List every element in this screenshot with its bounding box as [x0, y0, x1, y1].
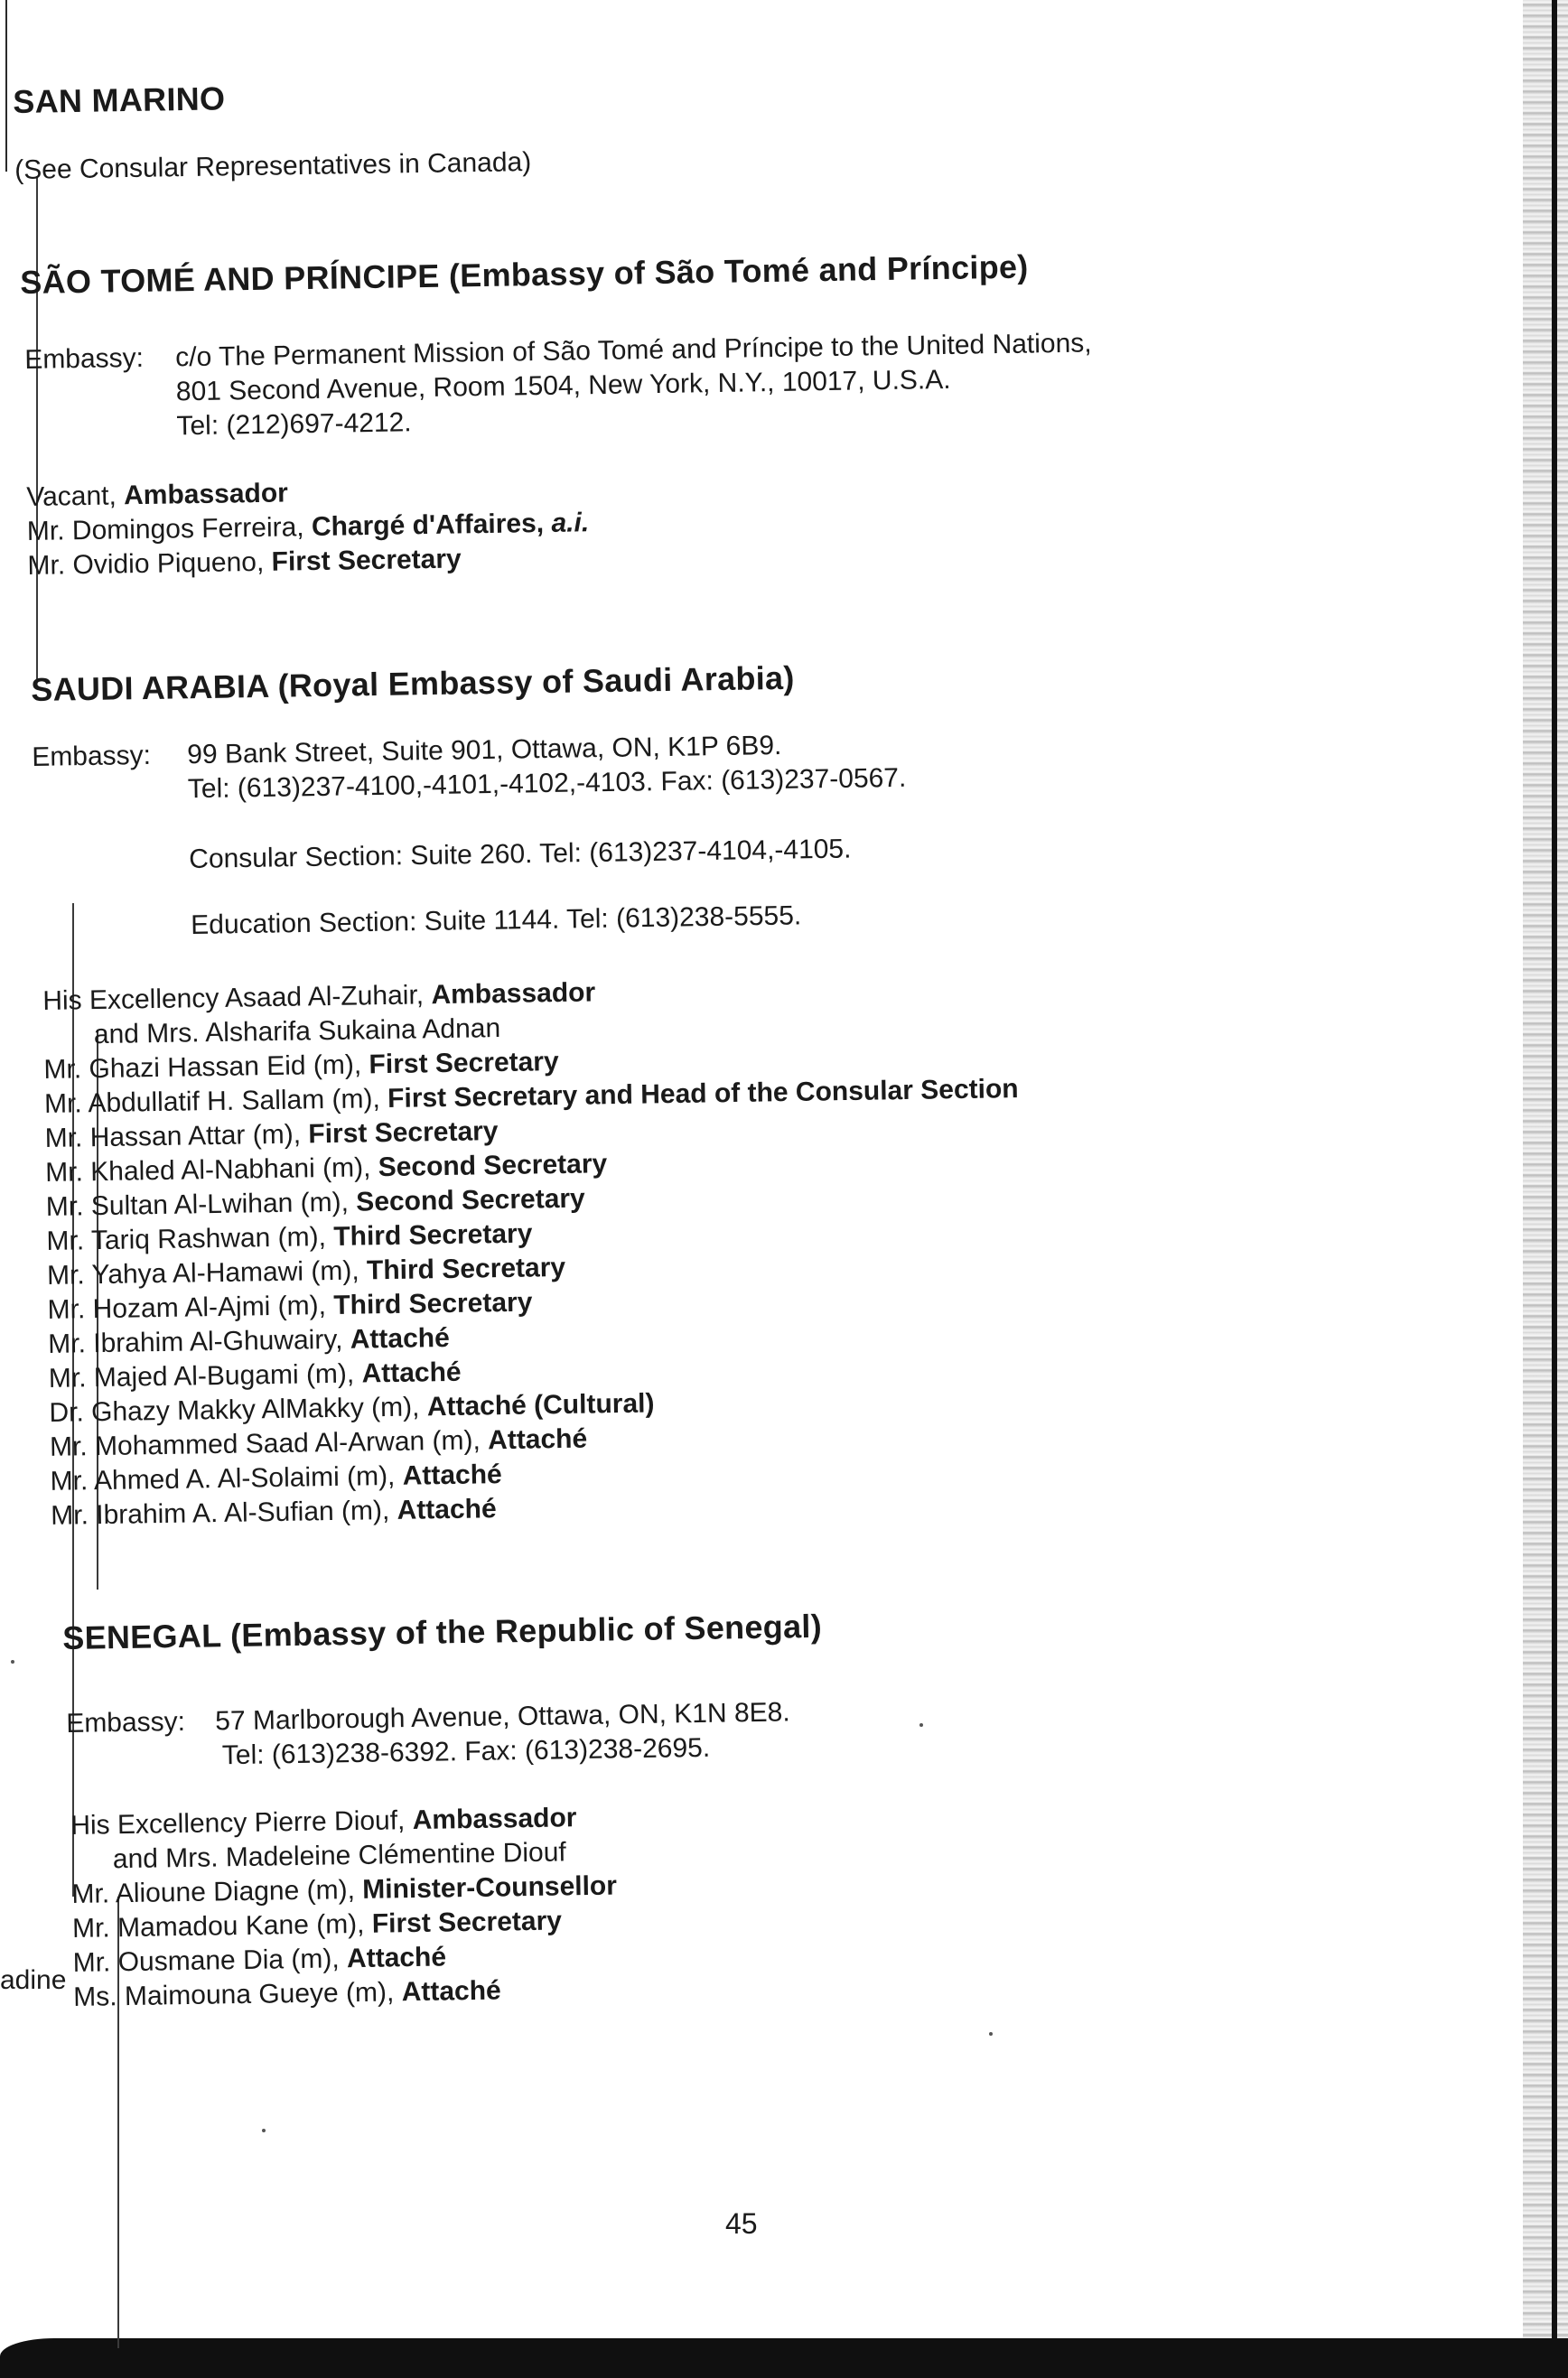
country-heading-saudi-arabia: SAUDI ARABIA (Royal Embassy of Saudi Arabia) [31, 658, 795, 708]
staff-spouse: and Mrs. Alsharifa Sukaina Adnan [93, 1013, 501, 1050]
scan-right-edge-line [1552, 0, 1557, 2378]
country-heading-sao-tome: SÃO TOMÉ AND PRÍNCIPE (Embassy of São Tomé and Príncipe) [20, 247, 1029, 301]
staff-title: Third Secretary [333, 1287, 533, 1320]
address-line: 57 Marlborough Avenue, Ottawa, ON, K1N 8E8. [215, 1697, 790, 1737]
staff-title: Ambassador [123, 478, 289, 511]
address-lines [215, 1695, 791, 1773]
staff-name: Mr. Abdullatif H. Sallam (m), [43, 1084, 388, 1119]
staff-name: Dr. Ghazy Makky AlMakky (m), [49, 1392, 428, 1428]
staff-spouse: and Mrs. Madeleine Clémentine Diouf [112, 1837, 567, 1875]
staff-name: His Excellency Asaad Al-Zuhair, [42, 980, 432, 1016]
address-line: Tel: (613)237-4100,-4101,-4102,-4103. Fax: (613)237-0567. [187, 762, 907, 805]
sao-tome-embassy-address [24, 326, 1093, 446]
scan-right-edge-noise [1523, 0, 1568, 2378]
staff-title: Attaché [487, 1423, 588, 1456]
staff-name: Mr. Mamadou Kane (m), [71, 1908, 373, 1944]
staff-name: Mr. Ousmane Dia (m), [72, 1944, 348, 1978]
address-lines [187, 727, 907, 807]
address-line: 99 Bank Street, Suite 901, Ottawa, ON, K1P 6B9. [187, 730, 782, 770]
staff-name: Vacant, [26, 480, 125, 512]
staff-name: Mr. Hassan Attar (m), [44, 1119, 309, 1153]
scan-speck [919, 1723, 923, 1727]
staff-title: Attaché [346, 1942, 447, 1974]
staff-name: Mr. Yahya Al-Hamawi (m), [46, 1255, 368, 1291]
staff-title: First Secretary [308, 1116, 499, 1150]
scan-speck [262, 2129, 266, 2132]
embassy-label: Embassy: [66, 1706, 186, 1739]
address-lines [175, 326, 1093, 443]
staff-title: First Secretary [271, 544, 462, 577]
embassy-label: Embassy: [32, 740, 152, 772]
staff-title: First Secretary [369, 1047, 559, 1080]
staff-name: Mr. Mohammed Saad Al-Arwan (m), [49, 1425, 489, 1462]
address-line: Tel: (613)238-6392. Fax: (613)238-2695. [221, 1732, 711, 1771]
staff-name: Mr. Ibrahim A. Al-Sufian (m), [50, 1495, 397, 1531]
address-line: c/o The Permanent Mission of São Tomé and Príncipe to the United Nations, [175, 328, 1092, 373]
country-heading-senegal: SENEGAL (Embassy of the Republic of Senegal) [62, 1607, 823, 1656]
staff-name: Mr. Hozam Al-Ajmi (m), [47, 1290, 334, 1325]
staff-entry [73, 1972, 619, 2014]
staff-title: First Secretary [371, 1906, 563, 1939]
staff-name: Mr. Khaled Al-Nabhani (m), [45, 1152, 378, 1188]
senegal-staff-list [70, 1801, 619, 2015]
senegal-embassy-address [66, 1695, 791, 1776]
staff-title: Second Secretary [356, 1183, 585, 1217]
scan-speck [11, 1660, 14, 1664]
staff-title: Ambassador [412, 1803, 577, 1836]
education-section-info: Education Section: Suite 1144. Tel: (613)238-5555. [191, 900, 802, 940]
staff-name: Mr. Sultan Al-Lwihan (m), [45, 1187, 357, 1222]
saudi-arabia-embassy-address [32, 727, 907, 809]
staff-title: First Secretary and Head of the Consular Section [387, 1074, 1019, 1114]
staff-name: His Excellency Pierre Diouf, [70, 1805, 413, 1841]
scan-bottom-shadow [0, 2338, 1568, 2378]
staff-title: Attaché [402, 1459, 502, 1491]
staff-name: Mr. Domingos Ferreira, [26, 512, 313, 546]
embassy-label: Embassy: [24, 342, 145, 375]
san-marino-note: (See Consular Representatives in Canada) [14, 147, 532, 185]
staff-title: Attaché [350, 1322, 451, 1355]
scan-edge-line [5, 0, 7, 172]
staff-title: Attaché (Cultural) [426, 1388, 655, 1422]
page-number: 45 [725, 2207, 758, 2240]
address-line: Tel: (212)697-4212. [176, 407, 412, 442]
staff-title: Third Secretary [333, 1218, 533, 1252]
staff-title: Attaché [361, 1357, 462, 1389]
staff-title: Attaché [397, 1494, 497, 1525]
staff-title: Chargé d'Affaires, [311, 508, 552, 543]
staff-title: Attaché [401, 1975, 501, 2008]
saudi-arabia-staff-list [42, 969, 1025, 1534]
staff-title-abbreviation: a.i. [551, 508, 590, 538]
staff-name: Mr. Ovidio Piqueno, [27, 546, 272, 581]
consular-section-info: Consular Section: Suite 260. Tel: (613)237-4104,-4105. [189, 834, 852, 874]
staff-title: Ambassador [431, 977, 596, 1011]
staff-name: Mr. Ghazi Hassan Eid (m), [43, 1049, 369, 1085]
margin-text-fragment: adine [0, 1965, 67, 1995]
staff-title: Minister-Counsellor [361, 1870, 618, 1905]
staff-title: Second Secretary [378, 1149, 608, 1183]
staff-name: Mr. Majed Al-Bugami (m), [48, 1358, 362, 1394]
staff-title: Third Secretary [366, 1252, 566, 1286]
staff-name: Ms. Maimouna Gueye (m), [73, 1977, 402, 2012]
staff-name: Mr. Ibrahim Al-Ghuwairy, [48, 1324, 351, 1359]
staff-name: Mr. Alioune Diagne (m), [71, 1874, 363, 1909]
country-heading-san-marino: SAN MARINO [13, 79, 226, 120]
staff-name: Mr. Ahmed A. Al-Solaimi (m), [50, 1460, 403, 1497]
staff-name: Mr. Tariq Rashwan (m), [46, 1221, 334, 1256]
address-line: 801 Second Avenue, Room 1504, New York, N.Y., 10017, U.S.A. [175, 364, 951, 407]
scan-speck [989, 2032, 993, 2036]
sao-tome-staff-list [26, 471, 590, 583]
